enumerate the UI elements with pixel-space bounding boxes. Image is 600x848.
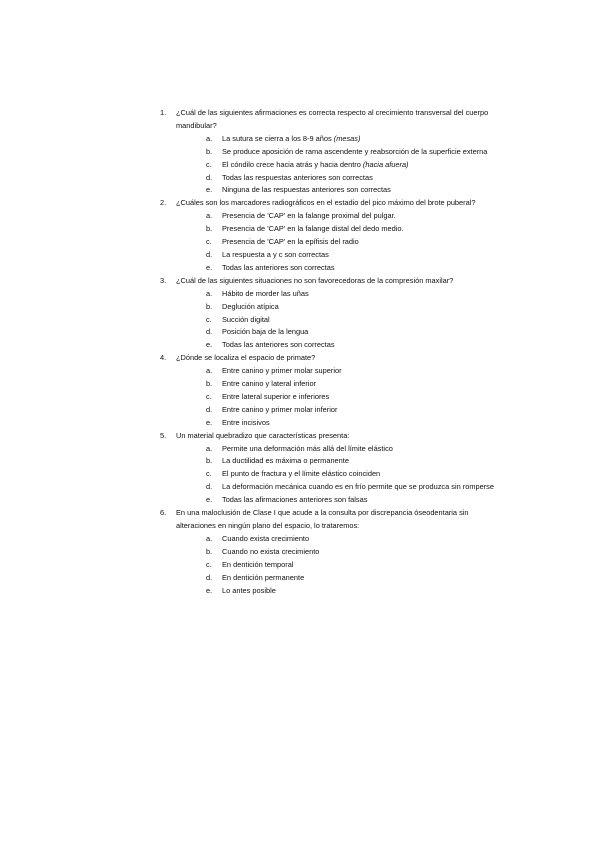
option-label: Succión digital xyxy=(222,314,270,324)
answer-option-a xyxy=(176,210,510,223)
option-label: Todas las afirmaciones anteriores son falsas xyxy=(222,495,368,505)
option-text xyxy=(222,184,510,197)
option-label: Presencia de 'CAP' en la epífisis del radio xyxy=(222,237,359,247)
option-text xyxy=(222,533,510,546)
option-text xyxy=(222,133,510,146)
option-label: Posición baja de la lengua xyxy=(222,327,309,337)
option-label: La ductilidad es máxima o permanente xyxy=(222,456,349,466)
option-text xyxy=(222,404,510,417)
option-text xyxy=(222,288,510,301)
option-letter: d. xyxy=(206,327,213,337)
option-letter: e. xyxy=(206,417,213,427)
option-label: En dentición permanente xyxy=(222,572,305,582)
question-number: 2. xyxy=(160,198,167,208)
question-3 xyxy=(160,275,510,352)
option-letter: e. xyxy=(206,262,213,272)
answer-option-d xyxy=(176,481,510,494)
option-letter: b. xyxy=(206,456,213,466)
answer-option-e xyxy=(176,339,510,352)
answer-option-a xyxy=(176,443,510,456)
answer-option-b xyxy=(176,301,510,314)
option-label: El cóndilo crece hacia atrás y hacia dentro xyxy=(222,159,361,169)
option-text xyxy=(222,443,510,456)
option-label: Cuando no exista crecimiento xyxy=(222,546,320,556)
answer-option-c xyxy=(176,559,510,572)
question-number: 3. xyxy=(160,275,167,285)
option-letter: d. xyxy=(206,482,213,492)
option-text xyxy=(222,455,510,468)
option-label: Entre canino y primer molar superior xyxy=(222,366,342,376)
option-letter: c. xyxy=(206,159,212,169)
option-letter: d. xyxy=(206,249,213,259)
option-label: Cuando exista crecimiento xyxy=(222,533,310,543)
question-text: En una maloclusión de Clase I que acude a la consulta por discrepancia óseodentaria sin alteraciones en ningún plano del espacio, lo trataremos: xyxy=(176,508,469,530)
option-letter: b. xyxy=(206,146,213,156)
option-letter: b. xyxy=(206,379,213,389)
option-letter: a. xyxy=(206,133,213,143)
option-label: Todas las anteriores son correctas xyxy=(222,262,335,272)
answer-option-a xyxy=(176,133,510,146)
option-text xyxy=(222,365,510,378)
answer-option-d xyxy=(176,404,510,417)
option-text xyxy=(222,378,510,391)
option-text xyxy=(222,391,510,404)
option-text xyxy=(222,326,510,339)
option-text xyxy=(222,585,510,598)
option-letter: e. xyxy=(206,340,213,350)
option-label: Deglución atípica xyxy=(222,301,279,311)
question-text: ¿Cuáles son los marcadores radiográficos en el estadio del pico máximo del brote puberal? xyxy=(176,198,476,208)
option-text xyxy=(222,468,510,481)
option-letter: c. xyxy=(206,469,212,479)
answer-option-b xyxy=(176,455,510,468)
answer-option-e xyxy=(176,262,510,275)
option-letter: e. xyxy=(206,585,213,595)
option-letter: e. xyxy=(206,495,213,505)
option-letter: a. xyxy=(206,533,213,543)
option-text xyxy=(222,314,510,327)
option-text xyxy=(222,572,510,585)
question-text: ¿Cuál de las siguientes afirmaciones es correcta respecto al crecimiento transversal del cuerpo mandibular? xyxy=(176,108,489,130)
option-text xyxy=(222,236,510,249)
option-label: La respuesta a y c son correctas xyxy=(222,249,329,259)
answer-option-e xyxy=(176,184,510,197)
option-label: Entre incisivos xyxy=(222,417,270,427)
answer-option-d xyxy=(176,249,510,262)
option-text xyxy=(222,262,510,275)
answer-option-e xyxy=(176,494,510,507)
option-text xyxy=(222,172,510,185)
answer-option-d xyxy=(176,326,510,339)
answer-option-b xyxy=(176,146,510,159)
answer-option-b xyxy=(176,378,510,391)
option-label: Se produce aposición de rama ascendente y reabsorción de la superficie externa xyxy=(222,146,488,156)
question-list xyxy=(160,107,510,597)
question-2 xyxy=(160,197,510,274)
answer-option-e xyxy=(176,417,510,430)
question-number: 5. xyxy=(160,430,167,440)
answer-option-a xyxy=(176,288,510,301)
option-label: Entre lateral superior e inferiores xyxy=(222,391,330,401)
option-letter: c. xyxy=(206,314,212,324)
option-label: Todas las respuestas anteriores son correctas xyxy=(222,172,373,182)
answer-option-a xyxy=(176,533,510,546)
answer-options xyxy=(176,443,510,508)
option-text xyxy=(222,210,510,223)
option-letter: d. xyxy=(206,404,213,414)
question-1 xyxy=(160,107,510,197)
answer-option-c xyxy=(176,314,510,327)
answer-options xyxy=(176,210,510,275)
question-number: 1. xyxy=(160,108,167,117)
answer-option-c xyxy=(176,468,510,481)
option-letter: b. xyxy=(206,546,213,556)
option-text xyxy=(222,546,510,559)
option-label: Presencia de 'CAP' en la falange distal del dedo medio. xyxy=(222,224,404,234)
question-number: 6. xyxy=(160,508,167,518)
option-letter: d. xyxy=(206,572,213,582)
question-text: ¿Dónde se localiza el espacio de primate? xyxy=(176,353,316,363)
option-letter: e. xyxy=(206,185,213,195)
question-4 xyxy=(160,352,510,429)
option-text xyxy=(222,559,510,572)
option-label: Permite una deformación más allá del límite elástico xyxy=(222,443,393,453)
option-label: Presencia de 'CAP' en la falange proximal del pulgar. xyxy=(222,211,396,221)
option-label: Lo antes posible xyxy=(222,585,276,595)
option-letter: c. xyxy=(206,559,212,569)
option-text xyxy=(222,481,510,494)
answer-option-c xyxy=(176,159,510,172)
option-text xyxy=(222,159,510,172)
answer-option-d xyxy=(176,572,510,585)
question-5 xyxy=(160,430,510,507)
answer-option-b xyxy=(176,223,510,236)
option-letter: c. xyxy=(206,391,212,401)
option-letter: b. xyxy=(206,301,213,311)
option-letter: a. xyxy=(206,443,213,453)
question-6 xyxy=(160,507,510,597)
answer-options xyxy=(176,533,510,598)
answer-option-e xyxy=(176,585,510,598)
option-note: (mesas) xyxy=(333,133,361,143)
option-letter: a. xyxy=(206,211,213,221)
option-label: La sutura se cierra a los 8-9 años xyxy=(222,133,332,143)
answer-options xyxy=(176,133,510,198)
option-letter: b. xyxy=(206,224,213,234)
option-letter: d. xyxy=(206,172,213,182)
answer-option-c xyxy=(176,236,510,249)
option-text xyxy=(222,494,510,507)
option-letter: a. xyxy=(206,366,213,376)
answer-option-b xyxy=(176,546,510,559)
option-label: Ninguna de las respuestas anteriores son correctas xyxy=(222,185,391,195)
question-text: ¿Cuál de las siguientes situaciones no son favorecedoras de la compresión maxilar? xyxy=(176,275,454,285)
answer-option-c xyxy=(176,391,510,404)
option-text xyxy=(222,223,510,236)
answer-option-d xyxy=(176,172,510,185)
option-label: En dentición temporal xyxy=(222,559,294,569)
option-letter: a. xyxy=(206,288,213,298)
option-label: Entre canino y primer molar inferior xyxy=(222,404,338,414)
option-label: Todas las anteriores son correctas xyxy=(222,340,335,350)
answer-options xyxy=(176,288,510,353)
question-text: Un material quebradizo que características presenta: xyxy=(176,430,350,440)
option-text xyxy=(222,301,510,314)
option-text xyxy=(222,249,510,262)
option-text xyxy=(222,417,510,430)
option-text xyxy=(222,146,510,159)
option-text xyxy=(222,339,510,352)
answer-options xyxy=(176,365,510,430)
option-note: (hacia afuera) xyxy=(362,159,409,169)
option-label: El punto de fractura y el límite elástico coinciden xyxy=(222,469,381,479)
option-letter: c. xyxy=(206,237,212,247)
option-label: Hábito de morder las uñas xyxy=(222,288,309,298)
option-label: Entre canino y lateral inferior xyxy=(222,379,317,389)
option-label: La deformación mecánica cuando es en frío permite que se produzca sin romperse xyxy=(222,482,494,492)
question-number: 4. xyxy=(160,353,167,363)
answer-option-a xyxy=(176,365,510,378)
